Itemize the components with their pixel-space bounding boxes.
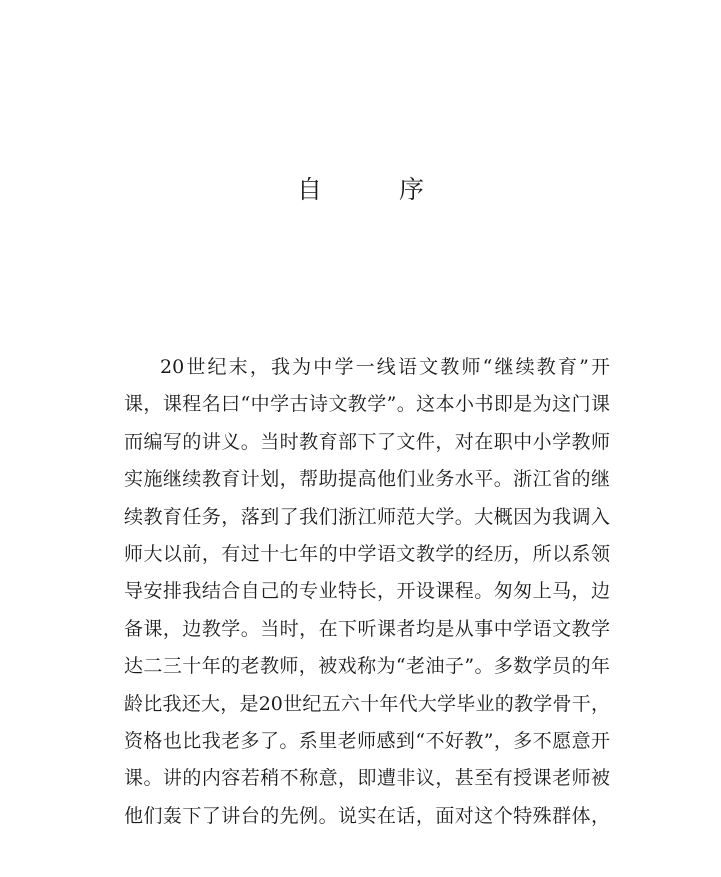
text-line: 达二三十年的老教师，被戏称为“老油子”。多数学员的年 <box>124 655 610 678</box>
preface-paragraph <box>124 349 610 835</box>
text-line: 20世纪末，我为中学一线语文教师“继续教育”开 <box>160 356 610 378</box>
text-line: 课，课程名曰“中学古诗文教学”。这本小书即是为这门课 <box>124 393 610 416</box>
text-line: 备课，边教学。当时，在下听课者均是从事中学语文教学 <box>124 617 610 640</box>
text-line: 导安排我结合自己的专业特长，开设课程。匆匆上马，边 <box>124 580 610 603</box>
text-line: 龄比我还大，是20世纪五六十年代大学毕业的教学骨干， <box>124 692 610 715</box>
text-line: 而编写的讲义。当时教育部下了文件，对在职中小学教师 <box>124 430 610 453</box>
page-title: 自 序 <box>296 175 450 204</box>
text-line: 师大以前，有过十七年的中学语文教学的经历，所以系领 <box>124 542 610 565</box>
text-line: 他们轰下了讲台的先例。说实在话，面对这个特殊群体， <box>124 804 610 827</box>
text-line: 实施继续教育计划，帮助提高他们业务水平。浙江省的继 <box>124 468 610 491</box>
text-line: 资格也比我老多了。系里老师感到“不好教”，多不愿意开 <box>124 729 610 752</box>
text-line: 续教育任务，落到了我们浙江师范大学。大概因为我调入 <box>124 505 610 528</box>
text-line: 课。讲的内容若稍不称意，即遭非议，甚至有授课老师被 <box>124 767 610 790</box>
